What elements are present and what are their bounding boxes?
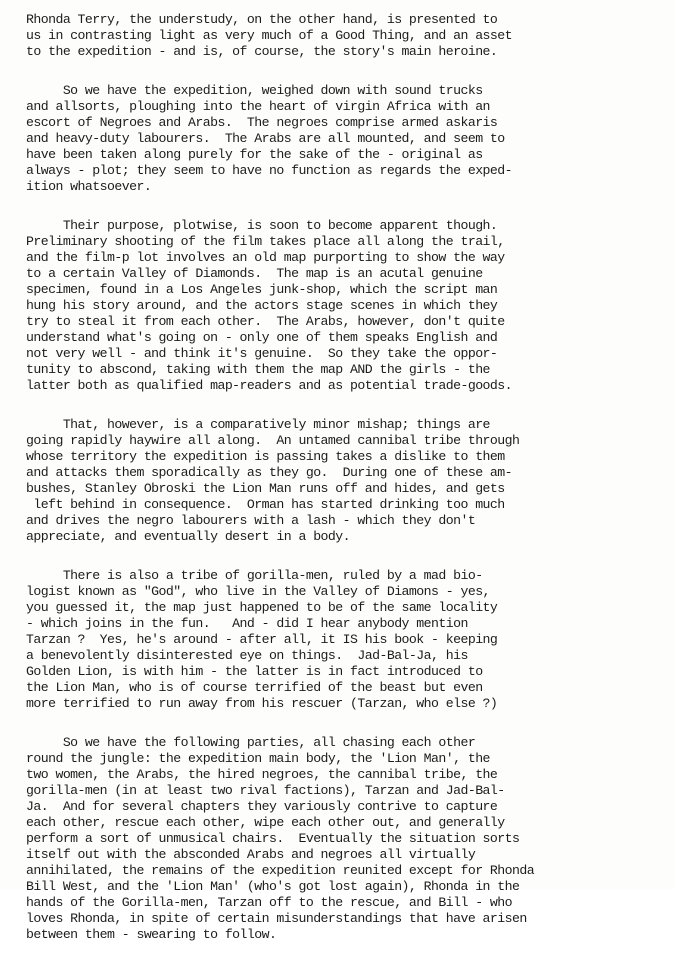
text-line: itself out with the absconded Arabs and negroes all virtually <box>26 847 476 862</box>
text-line: round the jungle: the expedition main body, the 'Lion Man', the <box>26 751 490 766</box>
text-line: and drives the negro labourers with a lash - which they don't <box>26 513 476 528</box>
text-line: Ja. And for several chapters they variously contrive to capture <box>26 799 498 814</box>
text-line: between them - swearing to follow. <box>26 927 277 942</box>
text-line: always - plot; they seem to have no function as regards the exped- <box>26 163 513 178</box>
text-line: There is also a tribe of gorilla-men, ruled by a mad bio- <box>26 568 483 583</box>
text-line: specimen, found in a Los Angeles junk-shop, which the script man <box>26 282 498 297</box>
text-line: ition whatsoever. <box>26 179 152 194</box>
paragraph-2 <box>26 83 666 195</box>
paragraph-6 <box>26 735 666 943</box>
paragraph-1 <box>26 12 666 60</box>
text-line: try to steal it from each other. The Arabs, however, don't quite <box>26 314 505 329</box>
text-line: - which joins in the fun. And - did I hear anybody mention <box>26 616 468 631</box>
text-line: and heavy-duty labourers. The Arabs are all mounted, and seem to <box>26 131 505 146</box>
text-line: you guessed it, the map just happened to be of the same locality <box>26 600 498 615</box>
text-line: and the film-p lot involves an old map purporting to show the way <box>26 250 505 265</box>
paragraph-5 <box>26 568 666 712</box>
text-line: Their purpose, plotwise, is soon to become apparent though. <box>26 218 498 233</box>
text-line: the Lion Man, who is of course terrified of the beast but even <box>26 680 483 695</box>
text-line: whose territory the expedition is passing takes a dislike to them <box>26 449 505 464</box>
text-line: tunity to abscond, taking with them the map AND the girls - the <box>26 362 490 377</box>
text-line: two women, the Arabs, the hired negroes, the cannibal tribe, the <box>26 767 498 782</box>
text-line: and attacks them sporadically as they go. During one of these am- <box>26 465 513 480</box>
text-line: us in contrasting light as very much of a Good Thing, and an asset <box>26 28 513 43</box>
text-line: perform a sort of unmusical chairs. Eventually the situation sorts <box>26 831 520 846</box>
text-line: latter both as qualified map-readers and as potential trade-goods. <box>26 378 513 393</box>
text-line: So we have the following parties, all chasing each other <box>26 735 476 750</box>
text-line: loves Rhonda, in spite of certain misunderstandings that have arisen <box>26 911 527 926</box>
text-line: more terrified to run away from his rescuer (Tarzan, who else ?) <box>26 696 498 711</box>
text-line: not very well - and think it's genuine. So they take the oppor- <box>26 346 498 361</box>
text-line: appreciate, and eventually desert in a body. <box>26 529 351 544</box>
text-line: bushes, Stanley Obroski the Lion Man runs off and hides, and gets <box>26 481 505 496</box>
text-line: Golden Lion, is with him - the latter is in fact introduced to <box>26 664 483 679</box>
text-line: a benevolently disinterested eye on things. Jad-Bal-Ja, his <box>26 648 468 663</box>
text-line: Preliminary shooting of the film takes place all along the trail, <box>26 234 505 249</box>
text-line: and allsorts, ploughing into the heart of virgin Africa with an <box>26 99 490 114</box>
text-line: understand what's going on - only one of them speaks English and <box>26 330 498 345</box>
text-line: Rhonda Terry, the understudy, on the other hand, is presented to <box>26 12 498 27</box>
text-line: hands of the Gorilla-men, Tarzan off to the rescue, and Bill - who <box>26 895 513 910</box>
paragraph-3 <box>26 218 666 394</box>
paragraph-4 <box>26 417 666 545</box>
text-line: escort of Negroes and Arabs. The negroes comprise armed askaris <box>26 115 498 130</box>
text-line: left behind in consequence. Orman has started drinking too much <box>26 497 505 512</box>
text-line: Bill West, and the 'Lion Man' (who's got lost again), Rhonda in the <box>26 879 520 894</box>
text-line: logist known as "God", who live in the Valley of Diamons - yes, <box>26 584 490 599</box>
text-line: to the expedition - and is, of course, the story's main heroine. <box>26 44 498 59</box>
text-line: hung his story around, and the actors stage scenes in which they <box>26 298 498 313</box>
text-line: gorilla-men (in at least two rival factions), Tarzan and Jad-Bal- <box>26 783 505 798</box>
text-line: to a certain Valley of Diamonds. The map is an acutal genuine <box>26 266 483 281</box>
text-line: have been taken along purely for the sake of the - original as <box>26 147 483 162</box>
text-line: annihilated, the remains of the expedition reunited except for Rhonda <box>26 863 535 878</box>
text-line: going rapidly haywire all along. An untamed cannibal tribe through <box>26 433 520 448</box>
text-line: each other, rescue each other, wipe each other out, and generally <box>26 815 505 830</box>
text-line: Tarzan ? Yes, he's around - after all, it IS his book - keeping <box>26 632 498 647</box>
text-line: So we have the expedition, weighed down with sound trucks <box>26 83 483 98</box>
page-body-text <box>26 12 666 966</box>
text-line: That, however, is a comparatively minor mishap; things are <box>26 417 490 432</box>
